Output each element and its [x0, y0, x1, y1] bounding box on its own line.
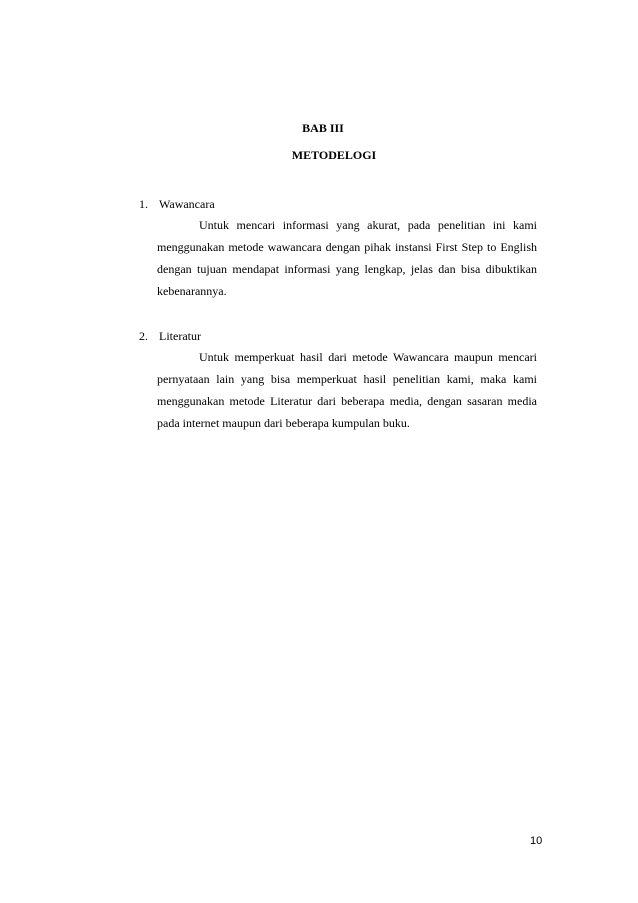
section-heading — [139, 326, 539, 346]
chapter-number: BAB III — [302, 121, 344, 135]
section-number: 1. — [139, 197, 148, 211]
section-paragraph: Untuk memperkuat hasil dari metode Wawancara maupun mencari pernyataan lain yang bisa memperkuat hasil penelitian kami, maka kami menggunakan metode Literatur dari beberapa media, dengan sasaran media pada internet maupun dari beberapa kumpulan buku. — [157, 350, 537, 430]
section-wawancara — [139, 194, 539, 302]
section-title: Literatur — [159, 329, 201, 343]
chapter-title: METODELOGI — [291, 148, 377, 162]
section-literatur — [139, 326, 539, 434]
section-heading — [139, 194, 539, 214]
section-number: 2. — [139, 329, 148, 343]
page-number: 10 — [530, 835, 543, 847]
section-title: Wawancara — [159, 197, 215, 211]
section-paragraph: Untuk mencari informasi yang akurat, pada penelitian ini kami menggunakan metode wawancara dengan pihak instansi First Step to English dengan tujuan mendapat informasi yang lengkap, jelas dan bisa dibuktikan kebenarannya. — [157, 218, 537, 298]
